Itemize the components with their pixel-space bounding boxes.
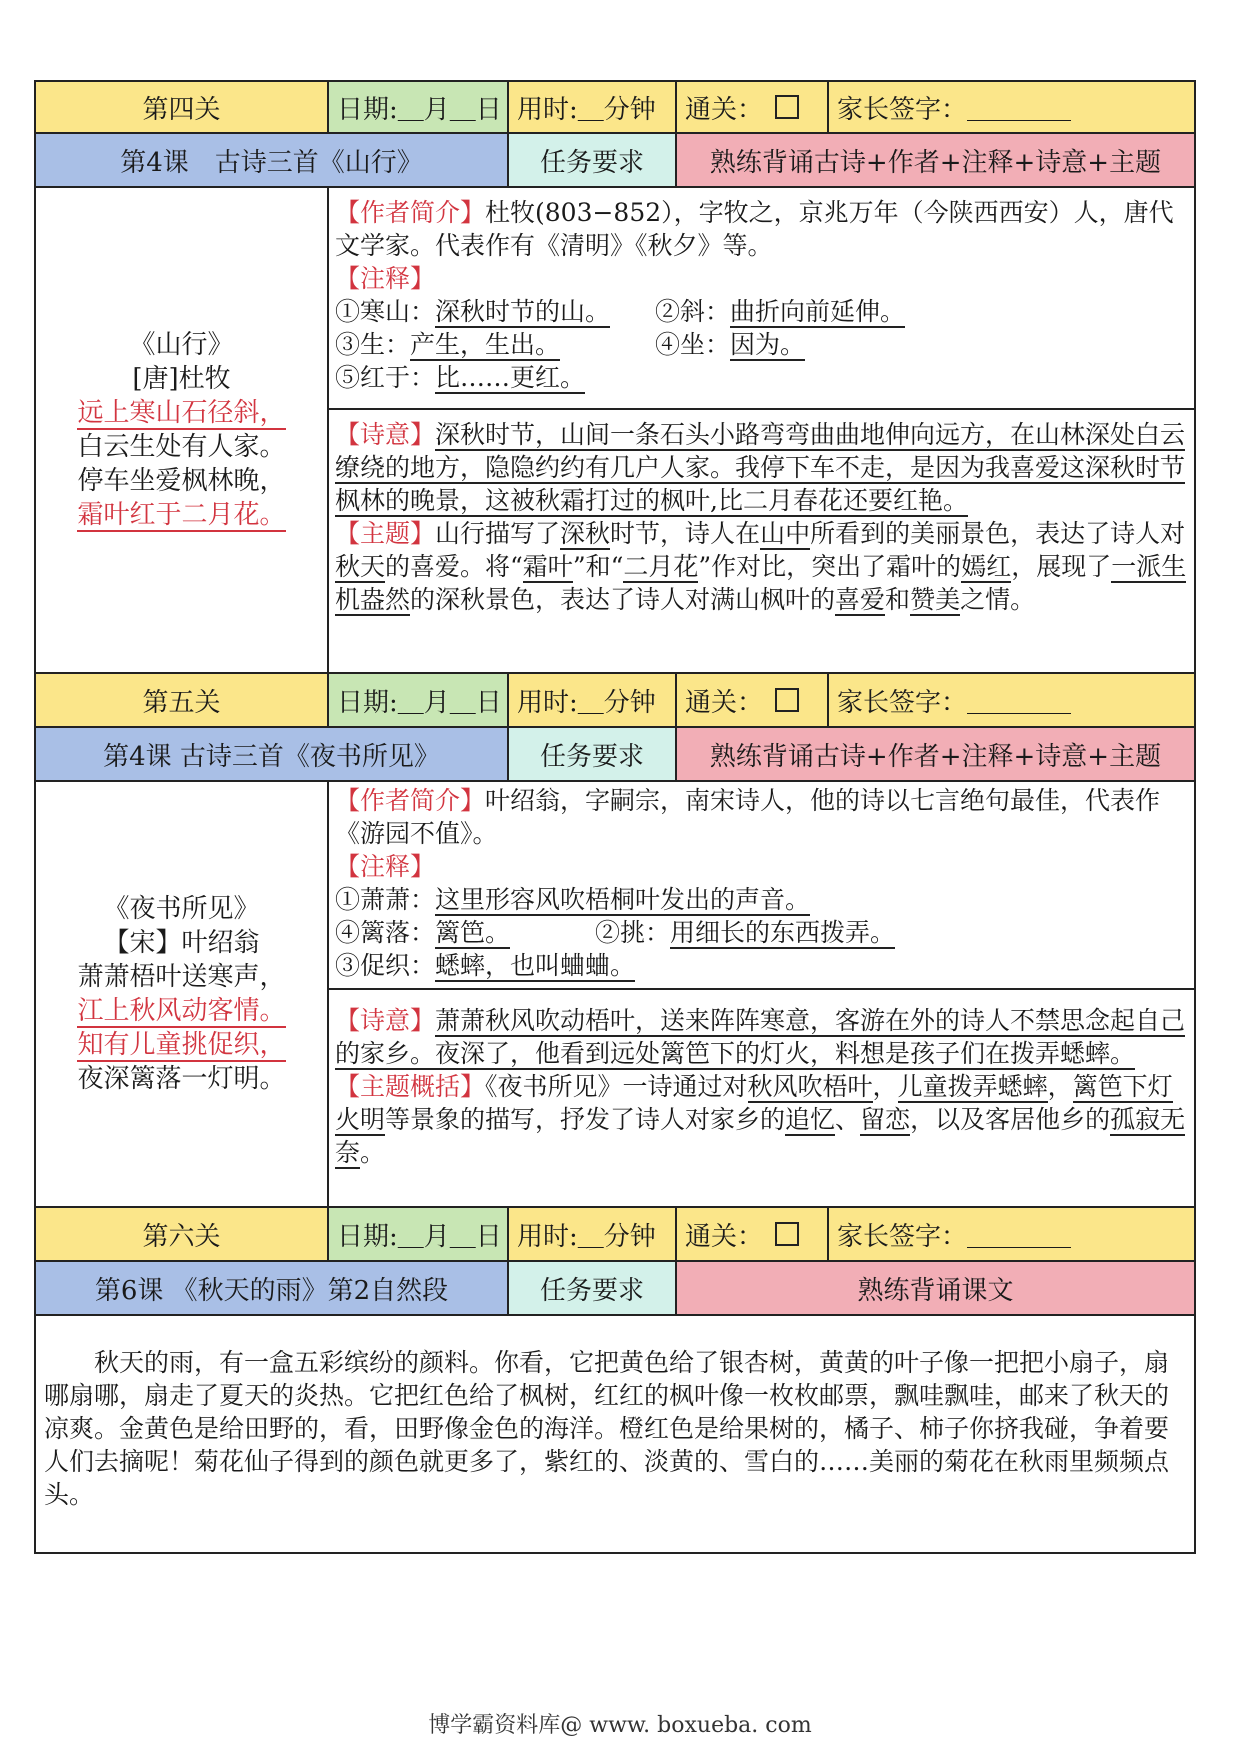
- stage5-header-row: [34, 674, 1196, 728]
- stage4-note-def-5: 比……更红。: [435, 363, 586, 392]
- stage4-theme-key: 霜叶: [522, 552, 573, 581]
- stage4-meaning-theme: [329, 410, 1194, 672]
- stage4-pass-label: 通关：: [685, 94, 764, 125]
- stage5-poem-line-2: 江上秋风动客情。: [77, 996, 286, 1026]
- stage5-author-notes: [329, 782, 1194, 990]
- stage4-note-term-2: ②斜：: [655, 297, 731, 326]
- stage6-date: 日期:＿月＿日: [329, 1208, 509, 1260]
- stage4-lesson-row: [34, 134, 1196, 188]
- stage5-theme-text: 。: [360, 1138, 386, 1167]
- stage5-meaning-text: 萧萧秋风吹动梧叶，送来阵阵寒意，客游在外的诗人不禁思念起自己的家乡。夜深了，他看到远处篱笆下的灯火，料想是孩子们在拨弄蟋蟀。: [335, 1006, 1186, 1068]
- stage5-theme-key: 留恋: [860, 1105, 911, 1134]
- stage5-theme-text: 等景象的描写，抒发了诗人对家乡的: [385, 1105, 786, 1134]
- stage4-time: 用时:＿分钟: [509, 82, 677, 132]
- stage5-note-def-3: 用细长的东西拨弄。: [670, 918, 896, 947]
- stage5-theme-key: 儿童拨弄蟋蟀: [897, 1072, 1048, 1101]
- stage4-theme-text: 山行描写了: [435, 519, 561, 548]
- stage4-theme: [335, 517, 1188, 616]
- stage4-poem-line-2: 白云生处有人家。: [77, 432, 286, 462]
- stage4-poem-author: [唐]杜牧: [132, 364, 231, 394]
- stage5-note-term-4: ③促织：: [335, 951, 436, 980]
- stage5-author-intro: [335, 784, 1188, 850]
- stage4-author-notes: [329, 188, 1194, 410]
- stage4-theme-key: 喜爱: [835, 585, 886, 614]
- stage6-task-label: 任务要求: [509, 1262, 677, 1314]
- stage5-requirement: 熟练背诵古诗+作者+注释+诗意+主题: [677, 728, 1194, 780]
- stage4-note-def-1: 深秋时节的山。: [435, 297, 611, 326]
- stage5-note-term-2: ④篱落：: [335, 918, 436, 947]
- stage6-pass-label: 通关：: [685, 1221, 764, 1252]
- stage6-requirement: 熟练背诵课文: [677, 1262, 1194, 1314]
- stage5-pass-label: 通关：: [685, 687, 764, 718]
- stage4-theme-key: 嫣红: [961, 552, 1012, 581]
- stage5-theme-text: 《夜书所见》一诗通过对: [485, 1072, 748, 1101]
- stage6-time: 用时:＿分钟: [509, 1208, 677, 1260]
- stage4-theme-text: 的喜爱。将“: [385, 552, 523, 581]
- stage4-date: 日期:＿月＿日: [329, 82, 509, 132]
- stage4-author-intro: [335, 196, 1188, 262]
- stage5-poem-author: 【宋】叶绍翁: [103, 928, 260, 958]
- stage4-theme-key: 秋天: [335, 552, 386, 581]
- stage4-theme-key: 深秋: [560, 519, 611, 548]
- stage5-author-tag: 【作者简介】: [335, 786, 486, 815]
- stage4-author-tag: 【作者简介】: [335, 198, 486, 227]
- stage4-theme-text: 的深秋景色，表达了诗人对满山枫叶的: [410, 585, 836, 614]
- stage4-pass-checkbox[interactable]: [775, 95, 799, 119]
- stage5-lesson-row: [34, 728, 1196, 782]
- stage6-header-row: [34, 1208, 1196, 1262]
- stage5-note-term-3: ②挑：: [595, 918, 671, 947]
- stage4-note-term-1: ①寒山：: [335, 297, 436, 326]
- stage4-note-line-3: [335, 361, 1188, 394]
- stage4-requirement: 熟练背诵古诗+作者+注释+诗意+主题: [677, 134, 1194, 186]
- stage5-author-text: 叶绍翁，字嗣宗，南宋诗人，他的诗以七言绝句最佳，代表作《游园不值》。: [335, 786, 1161, 848]
- stage5-theme-text: ，以及客居他乡的: [910, 1105, 1111, 1134]
- stage4-note-def-3: 产生，生出。: [410, 330, 561, 359]
- stage4-poem-title: 《山行》: [129, 330, 234, 360]
- stage5-lesson-name: 第4课 古诗三首《夜书所见》: [36, 728, 509, 780]
- stage5-notes-tag: 【注释】: [335, 852, 436, 881]
- stage4-theme-key: 赞美: [910, 585, 961, 614]
- stage5-theme: [335, 1070, 1188, 1169]
- stage5-date: 日期:＿月＿日: [329, 674, 509, 726]
- stage5-theme-key: 篱笆下灯火明: [335, 1072, 1173, 1134]
- stage4-content-row: [34, 188, 1196, 674]
- stage5-theme-key: 追忆: [785, 1105, 836, 1134]
- stage5-note-def-4: 蟋蟀，也叫蛐蛐。: [435, 951, 636, 980]
- stage5-note-line-3: [335, 949, 1188, 982]
- stage4-title: 第四关: [36, 82, 329, 132]
- stage5-meaning-tag: 【诗意】: [335, 1006, 436, 1035]
- stage5-poem-line-1: 萧萧梧叶送寒声，: [77, 962, 286, 992]
- stage4-task-label: 任务要求: [509, 134, 677, 186]
- stage4-note-def-4: 因为。: [730, 330, 806, 359]
- stage6-passage: 秋天的雨，有一盒五彩缤纷的颜料。你看，它把黄色给了银杏树，黄黄的叶子像一把把小扇子，扇哪扇哪，扇走了夏天的炎热。它把红色给了枫树，红红的枫叶像一枚枚邮票，飘哇飘哇，邮来了秋天的凉爽。金黄色是给田野的，看，田野像金色的海洋。橙红色是给果树的，橘子、柿子你挤我碰，争着要人们去摘呢！菊花仙子得到的颜色就更多了，紫红的、淡黄的、雪白的……美丽的菊花在秋雨里频频点头。: [44, 1348, 1170, 1509]
- stage4-theme-text: ”和“: [572, 552, 624, 581]
- stage5-poem: [36, 782, 329, 1206]
- footer-watermark: 博学霸资料库@ www. boxueba. com: [428, 1713, 812, 1738]
- stage6-sign: 家长签字：＿＿＿＿: [829, 1208, 1194, 1260]
- stage4-note-term-3: ③生：: [335, 330, 411, 359]
- stage4-theme-text: 所看到的美丽景色，表达了诗人对: [810, 519, 1186, 548]
- stage5-content-row: [34, 782, 1196, 1208]
- stage4-note-term-4: ④坐：: [655, 330, 731, 359]
- stage4-poem: [36, 188, 329, 672]
- stage5-pass: [677, 674, 829, 726]
- stage5-time: 用时:＿分钟: [509, 674, 677, 726]
- stage5-note-line-2: [335, 916, 1188, 949]
- stage6-content-row: [34, 1316, 1196, 1554]
- stage4-lesson-name: 第4课 古诗三首《山行》: [36, 134, 509, 186]
- stage4-theme-key: 山中: [760, 519, 811, 548]
- stage5-details: [329, 782, 1194, 1206]
- stage4-sign: 家长签字：＿＿＿＿: [829, 82, 1194, 132]
- stage6-title: 第六关: [36, 1208, 329, 1260]
- stage6-lesson-name: 第6课 《秋天的雨》第2自然段: [36, 1262, 509, 1314]
- task-sheet: [34, 80, 1196, 1554]
- stage5-poem-line-3: 知有儿童挑促织，: [77, 1030, 286, 1060]
- stage5-sign: 家长签字：＿＿＿＿: [829, 674, 1194, 726]
- stage4-notes-tag: 【注释】: [335, 264, 436, 293]
- stage4-meaning: [335, 418, 1188, 517]
- stage4-poem-line-3: 停车坐爱枫林晚，: [77, 466, 286, 496]
- stage6-pass: [677, 1208, 829, 1260]
- stage4-pass: [677, 82, 829, 132]
- stage4-note-line-1: [335, 295, 1188, 328]
- stage4-meaning-tag: 【诗意】: [335, 420, 436, 449]
- stage6-pass-checkbox[interactable]: [775, 1222, 799, 1246]
- stage5-note-term-1: ①萧萧：: [335, 885, 436, 914]
- stage6-lesson-row: [34, 1262, 1196, 1316]
- stage4-author-text: 杜牧(803−852），字牧之，京兆万年（今陕西西安）人，唐代文学家。代表作有《清明》《秋夕》等。: [335, 198, 1174, 260]
- stage4-theme-text: 之情。: [960, 585, 1036, 614]
- stage4-poem-line-1: 远上寒山石径斜，: [77, 398, 286, 428]
- stage5-theme-text: 、: [835, 1105, 861, 1134]
- stage5-theme-text: ，: [872, 1072, 898, 1101]
- stage5-poem-title: 《夜书所见》: [103, 894, 260, 924]
- stage5-task-label: 任务要求: [509, 728, 677, 780]
- stage4-poem-line-4: 霜叶红于二月花。: [77, 500, 286, 530]
- stage4-theme-text: ”作对比，突出了霜叶的: [698, 552, 962, 581]
- stage4-note-term-5: ⑤红于：: [335, 363, 436, 392]
- stage5-poem-line-4: 夜深篱落一灯明。: [77, 1064, 286, 1094]
- stage5-pass-checkbox[interactable]: [775, 688, 799, 712]
- stage4-details: [329, 188, 1194, 672]
- stage5-theme-key: 秋风吹梧叶: [747, 1072, 873, 1101]
- stage5-note-line-1: [335, 883, 1188, 916]
- stage4-theme-key: 二月花: [623, 552, 699, 581]
- stage4-note-line-2: [335, 328, 1188, 361]
- stage4-header-row: [34, 80, 1196, 134]
- stage4-theme-tag: 【主题】: [335, 519, 436, 548]
- stage5-theme-text: ，: [1047, 1072, 1073, 1101]
- stage5-title: 第五关: [36, 674, 329, 726]
- stage5-meaning: [335, 1004, 1188, 1070]
- stage5-theme-key: 孤寂无奈: [335, 1105, 1186, 1167]
- stage5-note-def-1: 这里形容风吹梧桐叶发出的声音。: [435, 885, 811, 914]
- stage5-theme-tag: 【主题概括】: [335, 1072, 486, 1101]
- stage5-meaning-theme: [329, 990, 1194, 1206]
- stage4-note-def-2: 曲折向前延伸。: [730, 297, 906, 326]
- stage4-meaning-text: 深秋时节，山间一条石头小路弯弯曲曲地伸向远方，在山林深处白云缭绕的地方，隐隐约约有几户人家。我停下车不走，是因为我喜爱这深秋时节枫林的晚景，这被秋霜打过的枫叶,比二月春花还要红艳。: [335, 420, 1186, 515]
- stage4-theme-text: 和: [885, 585, 911, 614]
- stage5-note-def-2: 篱笆。: [435, 918, 511, 947]
- stage4-theme-text: 时节，诗人在: [610, 519, 761, 548]
- stage4-theme-text: ，展现了: [1011, 552, 1112, 581]
- stage4-theme-key: 一派生机盎然: [335, 552, 1187, 614]
